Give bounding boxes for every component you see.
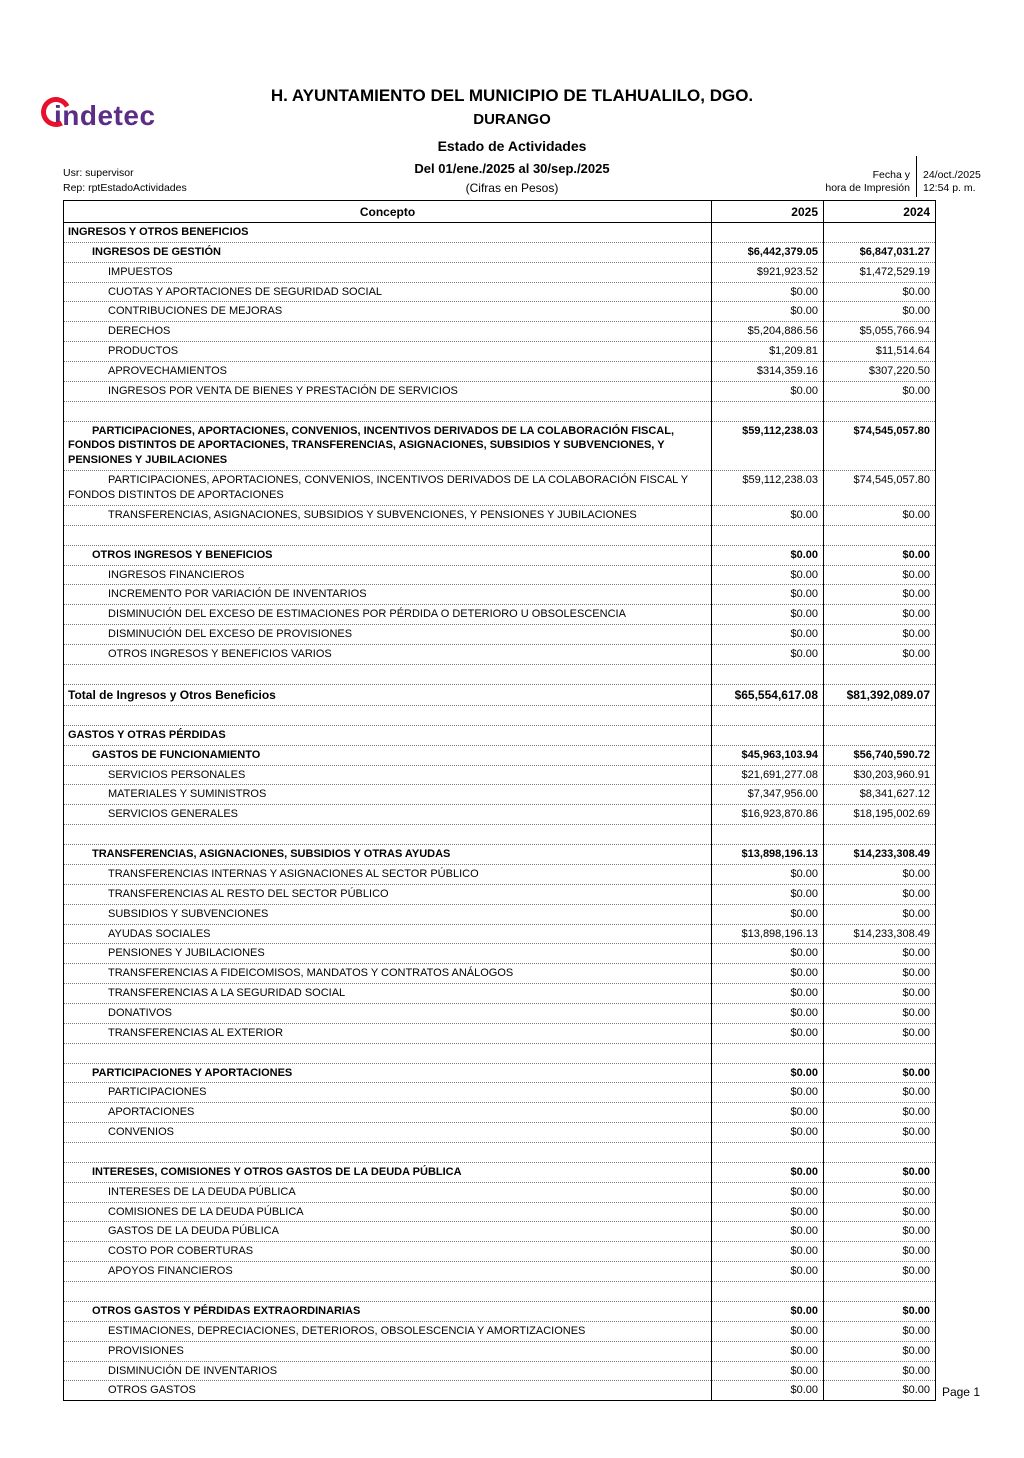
table-row [64, 565, 936, 585]
table-row [64, 644, 936, 664]
spacer-row [64, 664, 936, 684]
value-2025-cell [712, 223, 824, 243]
value-2025-cell: $13,898,196.13 [712, 924, 824, 944]
table-row [64, 1103, 936, 1123]
value-2024-cell: $0.00 [824, 381, 936, 401]
table-row [64, 302, 936, 322]
value-2025-cell [712, 825, 824, 845]
value-2024-cell: $0.00 [824, 864, 936, 884]
value-2025-cell: $21,691,277.08 [712, 765, 824, 785]
table-row [64, 1302, 936, 1322]
concept-cell: APROVECHAMIENTOS [64, 361, 712, 381]
value-2024-cell: $74,545,057.80 [824, 471, 936, 506]
value-2024-cell: $0.00 [824, 625, 936, 645]
value-2024-cell: $8,341,627.12 [824, 785, 936, 805]
value-2025-cell [712, 1043, 824, 1063]
concept-cell: TRANSFERENCIAS A FIDEICOMISOS, MANDATOS Y CONTRATOS ANÁLOGOS [64, 964, 712, 984]
concept-cell: PROVISIONES [64, 1341, 712, 1361]
concept-cell: MATERIALES Y SUMINISTROS [64, 785, 712, 805]
table-row [64, 223, 936, 243]
value-2024-cell: $56,740,590.72 [824, 745, 936, 765]
table-row [64, 1381, 936, 1401]
concept-cell: PARTICIPACIONES [64, 1083, 712, 1103]
print-label-line2: hora de Impresión [825, 182, 910, 194]
report-name: Estado de Actividades [437, 138, 587, 154]
concept-cell: TRANSFERENCIAS, ASIGNACIONES, SUBSIDIOS Y SUBVENCIONES, Y PENSIONES Y JUBILACIONES [64, 505, 712, 525]
value-2025-cell [712, 525, 824, 545]
value-2024-cell: $0.00 [824, 1202, 936, 1222]
value-2024-cell: $18,195,002.69 [824, 805, 936, 825]
entity-title: H. AYUNTAMIENTO DEL MUNICIPIO DE TLAHUALILO, DGO. [270, 86, 754, 105]
concept-cell: PARTICIPACIONES, APORTACIONES, CONVENIOS, INCENTIVOS DERIVADOS DE LA COLABORACIÓN FISCAL, FONDOS DISTINTOS DE APORTACIONES, TRANSFERENCIAS, ASIGNACIONES, SUBSIDIOS Y SUBVENCIONES, Y PENSIONES Y JUBILACIONES [64, 421, 712, 471]
concept-cell: DERECHOS [64, 322, 712, 342]
concept-cell: SERVICIOS GENERALES [64, 805, 712, 825]
value-2024-cell: $0.00 [824, 944, 936, 964]
table-row [64, 805, 936, 825]
value-2025-cell: $0.00 [712, 1162, 824, 1182]
concept-cell: APOYOS FINANCIEROS [64, 1262, 712, 1282]
value-2025-cell: $0.00 [712, 1381, 824, 1401]
value-2025-cell [712, 1142, 824, 1162]
table-row [64, 1361, 936, 1381]
concept-cell: CONTRIBUCIONES DE MEJORAS [64, 302, 712, 322]
value-2024-cell: $0.00 [824, 984, 936, 1004]
value-2025-cell: $0.00 [712, 1302, 824, 1322]
concept-cell: INGRESOS Y OTROS BENEFICIOS [64, 223, 712, 243]
concept-cell: AYUDAS SOCIALES [64, 924, 712, 944]
value-2024-cell: $1,472,529.19 [824, 262, 936, 282]
value-2024-cell: $81,392,089.07 [824, 684, 936, 705]
value-2025-cell: $0.00 [712, 1341, 824, 1361]
value-2025-cell: $0.00 [712, 1242, 824, 1262]
value-2024-cell: $307,220.50 [824, 361, 936, 381]
print-info [825, 156, 986, 197]
table-row [64, 1242, 936, 1262]
value-2024-cell: $0.00 [824, 644, 936, 664]
value-2024-cell: $0.00 [824, 904, 936, 924]
table-row [64, 471, 936, 506]
value-2025-cell: $0.00 [712, 545, 824, 565]
concept-cell: OTROS GASTOS Y PÉRDIDAS EXTRAORDINARIAS [64, 1302, 712, 1322]
concept-cell: Total de Ingresos y Otros Beneficios [64, 684, 712, 705]
value-2024-cell: $0.00 [824, 1083, 936, 1103]
value-2025-cell: $0.00 [712, 1262, 824, 1282]
value-2024-cell: $0.00 [824, 1003, 936, 1023]
concept-cell: OTROS INGRESOS Y BENEFICIOS VARIOS [64, 644, 712, 664]
value-2025-cell: $0.00 [712, 585, 824, 605]
concept-cell [64, 705, 712, 725]
value-2024-cell: $0.00 [824, 505, 936, 525]
spacer-row [64, 1282, 936, 1302]
value-2025-cell: $5,204,886.56 [712, 322, 824, 342]
concept-cell: DISMINUCIÓN DE INVENTARIOS [64, 1361, 712, 1381]
value-2024-cell: $0.00 [824, 1381, 936, 1401]
value-2025-cell: $7,347,956.00 [712, 785, 824, 805]
user-line: Usr: supervisor [63, 167, 134, 179]
report-period: Del 01/ene./2025 al 30/sep./2025 [414, 161, 610, 176]
concept-cell [64, 664, 712, 684]
value-2024-cell: $30,203,960.91 [824, 765, 936, 785]
value-2024-cell: $11,514.64 [824, 342, 936, 362]
value-2025-cell: $0.00 [712, 302, 824, 322]
concept-cell: COMISIONES DE LA DEUDA PÚBLICA [64, 1202, 712, 1222]
column-header-concepto: Concepto [64, 201, 712, 223]
value-2025-cell: $0.00 [712, 1182, 824, 1202]
table-row [64, 684, 936, 705]
value-2024-cell: $0.00 [824, 1242, 936, 1262]
concept-cell: OTROS INGRESOS Y BENEFICIOS [64, 545, 712, 565]
concept-cell: DISMINUCIÓN DEL EXCESO DE ESTIMACIONES POR PÉRDIDA O DETERIORO U OBSOLESCENCIA [64, 605, 712, 625]
value-2024-cell: $0.00 [824, 1262, 936, 1282]
value-2025-cell: $0.00 [712, 1202, 824, 1222]
concept-cell: GASTOS DE FUNCIONAMIENTO [64, 745, 712, 765]
value-2024-cell [824, 401, 936, 421]
table-row [64, 1162, 936, 1182]
concept-cell: IMPUESTOS [64, 262, 712, 282]
concept-cell: APORTACIONES [64, 1103, 712, 1123]
value-2024-cell [824, 725, 936, 745]
value-2025-cell: $0.00 [712, 1083, 824, 1103]
value-2025-cell: $314,359.16 [712, 361, 824, 381]
spacer-row [64, 401, 936, 421]
concept-cell: INGRESOS DE GESTIÓN [64, 242, 712, 262]
value-2025-cell: $0.00 [712, 1023, 824, 1043]
table-row [64, 884, 936, 904]
value-2025-cell [712, 725, 824, 745]
table-row [64, 625, 936, 645]
spacer-row [64, 705, 936, 725]
logo-text: indetec [54, 100, 156, 131]
spacer-row [64, 825, 936, 845]
value-2025-cell [712, 1282, 824, 1302]
value-2024-cell: $0.00 [824, 1222, 936, 1242]
table-row [64, 262, 936, 282]
table-row [64, 342, 936, 362]
spacer-row [64, 1043, 936, 1063]
value-2024-cell: $0.00 [824, 605, 936, 625]
table-row [64, 282, 936, 302]
report-header [0, 0, 1024, 200]
concept-cell: DISMINUCIÓN DEL EXCESO DE PROVISIONES [64, 625, 712, 645]
concept-cell: SERVICIOS PERSONALES [64, 765, 712, 785]
table-row [64, 605, 936, 625]
value-2025-cell: $0.00 [712, 944, 824, 964]
table-row [64, 585, 936, 605]
value-2025-cell: $0.00 [712, 625, 824, 645]
value-2024-cell [824, 1142, 936, 1162]
report-line: Rep: rptEstadoActividades [63, 182, 187, 194]
value-2024-cell: $0.00 [824, 1023, 936, 1043]
table-row [64, 505, 936, 525]
table-row [64, 984, 936, 1004]
value-2024-cell: $0.00 [824, 1103, 936, 1123]
value-2024-cell [824, 664, 936, 684]
table-row [64, 964, 936, 984]
value-2025-cell: $0.00 [712, 381, 824, 401]
table-row [64, 1321, 936, 1341]
table-row [64, 381, 936, 401]
print-date: 24/oct./2025 [923, 169, 981, 181]
value-2025-cell: $0.00 [712, 1063, 824, 1083]
value-2024-cell: $0.00 [824, 1302, 936, 1322]
value-2025-cell: $0.00 [712, 904, 824, 924]
page-number: Page 1 [941, 1385, 980, 1399]
value-2024-cell [824, 223, 936, 243]
concept-cell: PENSIONES Y JUBILACIONES [64, 944, 712, 964]
table-row [64, 242, 936, 262]
concept-cell: OTROS GASTOS [64, 1381, 712, 1401]
concept-cell: INGRESOS POR VENTA DE BIENES Y PRESTACIÓN DE SERVICIOS [64, 381, 712, 401]
table-row [64, 322, 936, 342]
table-row [64, 765, 936, 785]
value-2024-cell [824, 825, 936, 845]
concept-cell: CUOTAS Y APORTACIONES DE SEGURIDAD SOCIAL [64, 282, 712, 302]
table-row [64, 1063, 936, 1083]
table-row [64, 421, 936, 471]
value-2025-cell: $0.00 [712, 864, 824, 884]
value-2024-cell: $0.00 [824, 1361, 936, 1381]
concept-cell: INTERESES DE LA DEUDA PÚBLICA [64, 1182, 712, 1202]
value-2024-cell [824, 525, 936, 545]
concept-cell: PRODUCTOS [64, 342, 712, 362]
value-2024-cell: $0.00 [824, 545, 936, 565]
concept-cell: TRANSFERENCIAS A LA SEGURIDAD SOCIAL [64, 984, 712, 1004]
concept-cell: TRANSFERENCIAS INTERNAS Y ASIGNACIONES AL SECTOR PÚBLICO [64, 864, 712, 884]
value-2025-cell [712, 664, 824, 684]
concept-cell: COSTO POR COBERTURAS [64, 1242, 712, 1262]
value-2024-cell: $0.00 [824, 964, 936, 984]
table-row [64, 1262, 936, 1282]
concept-cell: SUBSIDIOS Y SUBVENCIONES [64, 904, 712, 924]
value-2024-cell: $14,233,308.49 [824, 845, 936, 865]
concept-cell [64, 401, 712, 421]
value-2025-cell: $0.00 [712, 565, 824, 585]
table-row [64, 1341, 936, 1361]
value-2024-cell: $0.00 [824, 565, 936, 585]
table-row [64, 361, 936, 381]
table-row [64, 1202, 936, 1222]
value-2024-cell: $0.00 [824, 1063, 936, 1083]
activities-table [63, 200, 936, 1401]
table-row [64, 924, 936, 944]
concept-cell: PARTICIPACIONES Y APORTACIONES [64, 1063, 712, 1083]
user-report-info [63, 166, 187, 196]
value-2025-cell: $0.00 [712, 884, 824, 904]
value-2024-cell: $5,055,766.94 [824, 322, 936, 342]
value-2025-cell: $0.00 [712, 1361, 824, 1381]
value-2024-cell [824, 705, 936, 725]
concept-cell: CONVENIOS [64, 1123, 712, 1143]
value-2024-cell: $0.00 [824, 302, 936, 322]
column-header-2025: 2025 [712, 201, 824, 223]
value-2025-cell: $0.00 [712, 605, 824, 625]
value-2025-cell: $0.00 [712, 984, 824, 1004]
concept-cell: ESTIMACIONES, DEPRECIACIONES, DETERIOROS, OBSOLESCENCIA Y AMORTIZACIONES [64, 1321, 712, 1341]
print-label-line1: Fecha y [872, 169, 910, 181]
table-row [64, 745, 936, 765]
value-2025-cell: $59,112,238.03 [712, 471, 824, 506]
table-row [64, 1083, 936, 1103]
value-2025-cell: $0.00 [712, 964, 824, 984]
table-row [64, 1023, 936, 1043]
value-2025-cell: $0.00 [712, 1123, 824, 1143]
table-row [64, 864, 936, 884]
concept-cell: GASTOS Y OTRAS PÉRDIDAS [64, 725, 712, 745]
table-row [64, 545, 936, 565]
table-row [64, 1003, 936, 1023]
column-header-2024: 2024 [824, 201, 936, 223]
table-row [64, 904, 936, 924]
value-2024-cell: $0.00 [824, 1321, 936, 1341]
concept-cell: TRANSFERENCIAS, ASIGNACIONES, SUBSIDIOS Y OTRAS AYUDAS [64, 845, 712, 865]
value-2024-cell [824, 1282, 936, 1302]
table-row [64, 725, 936, 745]
concept-cell: TRANSFERENCIAS AL RESTO DEL SECTOR PÚBLICO [64, 884, 712, 904]
value-2025-cell: $0.00 [712, 1003, 824, 1023]
concept-cell: INCREMENTO POR VARIACIÓN DE INVENTARIOS [64, 585, 712, 605]
value-2025-cell: $13,898,196.13 [712, 845, 824, 865]
concept-cell: INGRESOS FINANCIEROS [64, 565, 712, 585]
concept-cell [64, 1142, 712, 1162]
value-2025-cell: $16,923,870.86 [712, 805, 824, 825]
value-2024-cell: $0.00 [824, 1123, 936, 1143]
report-units: (Cifras en Pesos) [465, 181, 559, 195]
value-2025-cell: $0.00 [712, 1103, 824, 1123]
print-info-labels [825, 156, 916, 197]
value-2025-cell: $45,963,103.94 [712, 745, 824, 765]
spacer-row [64, 525, 936, 545]
table-row [64, 785, 936, 805]
value-2025-cell [712, 705, 824, 725]
value-2024-cell: $6,847,031.27 [824, 242, 936, 262]
value-2025-cell: $0.00 [712, 1321, 824, 1341]
concept-cell [64, 525, 712, 545]
concept-cell: PARTICIPACIONES, APORTACIONES, CONVENIOS, INCENTIVOS DERIVADOS DE LA COLABORACIÓN FISCAL Y FONDOS DISTINTOS DE APORTACIONES [64, 471, 712, 506]
value-2024-cell: $0.00 [824, 585, 936, 605]
concept-cell [64, 1043, 712, 1063]
value-2024-cell: $0.00 [824, 1182, 936, 1202]
concept-cell [64, 1282, 712, 1302]
value-2025-cell [712, 401, 824, 421]
value-2025-cell: $6,442,379.05 [712, 242, 824, 262]
concept-cell: INTERESES, COMISIONES Y OTROS GASTOS DE LA DEUDA PÚBLICA [64, 1162, 712, 1182]
value-2025-cell: $0.00 [712, 505, 824, 525]
value-2024-cell: $0.00 [824, 282, 936, 302]
table-row [64, 845, 936, 865]
value-2025-cell: $59,112,238.03 [712, 421, 824, 471]
value-2024-cell: $0.00 [824, 1341, 936, 1361]
table-row [64, 944, 936, 964]
value-2024-cell: $0.00 [824, 884, 936, 904]
value-2025-cell: $921,923.52 [712, 262, 824, 282]
value-2025-cell: $1,209.81 [712, 342, 824, 362]
concept-cell: DONATIVOS [64, 1003, 712, 1023]
print-time: 12:54 p. m. [923, 182, 976, 194]
table-header-row [64, 201, 936, 223]
table-row [64, 1222, 936, 1242]
value-2025-cell: $0.00 [712, 644, 824, 664]
state-name: DURANGO [473, 111, 551, 128]
concept-cell [64, 825, 712, 845]
value-2025-cell: $0.00 [712, 1222, 824, 1242]
value-2024-cell: $14,233,308.49 [824, 924, 936, 944]
value-2024-cell [824, 1043, 936, 1063]
spacer-row [64, 1142, 936, 1162]
report-table-body [64, 223, 936, 1401]
table-row [64, 1123, 936, 1143]
value-2025-cell: $0.00 [712, 282, 824, 302]
table-row [64, 1182, 936, 1202]
value-2024-cell: $0.00 [824, 1162, 936, 1182]
concept-cell: TRANSFERENCIAS AL EXTERIOR [64, 1023, 712, 1043]
concept-cell: GASTOS DE LA DEUDA PÚBLICA [64, 1222, 712, 1242]
value-2025-cell: $65,554,617.08 [712, 684, 824, 705]
value-2024-cell: $74,545,057.80 [824, 421, 936, 471]
print-info-values [916, 156, 986, 197]
